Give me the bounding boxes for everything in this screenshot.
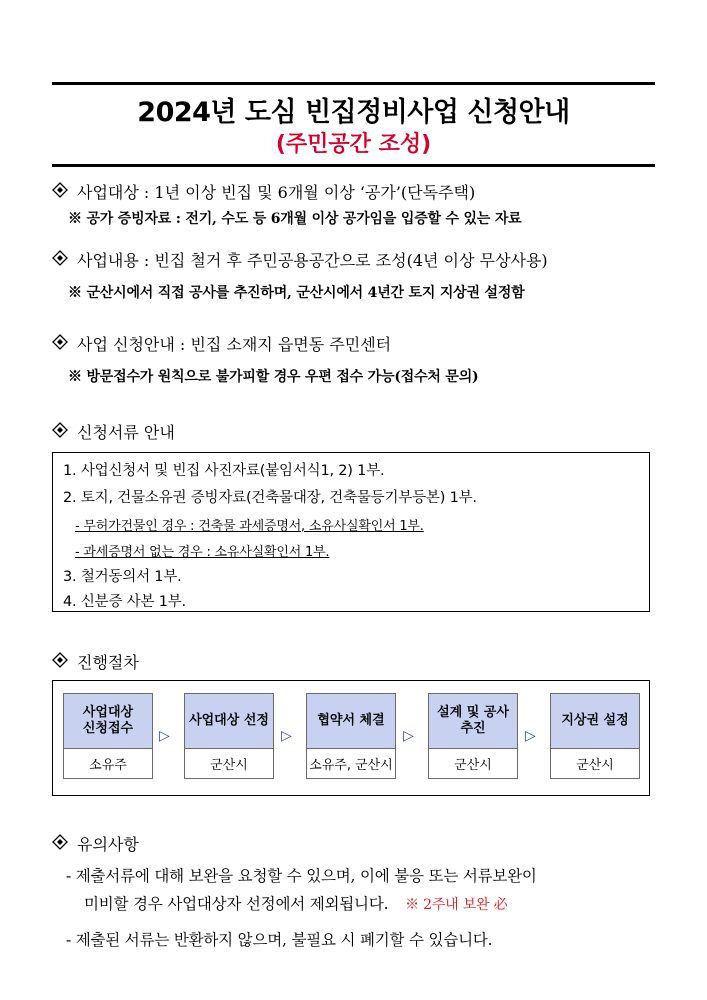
doc-item: 3. 철거동의서 1부. (63, 569, 182, 585)
content-note: ※ 군산시에서 직접 공사를 추진하며, 군산시에서 4년간 토지 지상권 설정함 (68, 285, 525, 301)
process-step (306, 693, 396, 779)
doc-item: 1. 사업신청서 및 빈집 사진자료(붙임서식1, 2) 1부. (63, 463, 385, 479)
section-content (52, 248, 548, 271)
apply-note: ※ 방문접수가 원칙으로 불가피할 경우 우편 접수 가능(접수처 문의) (68, 369, 479, 385)
section-target (52, 180, 475, 203)
doc-item: 2. 토지, 건물소유권 증빙자료(건축물대장, 건축물등기부등본) 1부. (63, 490, 477, 506)
page-subtitle: (주민공간 조성) (275, 132, 432, 157)
caution-line-2 (84, 892, 507, 914)
arrow-right-icon: ▷ (159, 728, 170, 744)
caution-heading: 유의사항 (77, 835, 139, 854)
title-rule-top (52, 82, 655, 85)
diamond-bullet-icon (52, 334, 69, 354)
arrow-right-icon: ▷ (525, 728, 536, 744)
process-heading: 진행절차 (77, 653, 139, 672)
process-step-label: 설계 및 공사 추진 (428, 693, 518, 749)
doc-sub-item: - 무허가건물인 경우 : 건축물 과세증명서, 소유사실확인서 1부. (75, 519, 424, 534)
diamond-bullet-icon (52, 652, 69, 672)
diamond-bullet-icon (52, 250, 69, 270)
process-step-label: 사업대상 신청접수 (63, 693, 153, 749)
caution-line-3: - 제출된 서류는 반환하지 않으며, 불필요 시 폐기할 수 있습니다. (66, 931, 493, 949)
docs-box (52, 452, 650, 612)
doc-sub-item: - 과세증명서 없는 경우 : 소유사실확인서 1부. (75, 545, 330, 560)
process-step (184, 693, 274, 779)
process-step-actor: 소유주 (63, 749, 153, 779)
section-apply (52, 332, 391, 355)
diamond-bullet-icon (52, 182, 69, 202)
process-step-label: 협약서 체결 (306, 693, 396, 749)
docs-heading: 신청서류 안내 (77, 423, 175, 442)
content-text: 사업내용 : 빈집 철거 후 주민공용공간으로 조성(4년 이상 무상사용) (77, 251, 548, 270)
arrow-right-icon: ▷ (403, 728, 414, 744)
process-step-actor: 소유주, 군산시 (306, 749, 396, 779)
process-step (428, 693, 518, 779)
target-text: 사업대상 : 1년 이상 빈집 및 6개월 이상 ‘공가’(단독주택) (77, 183, 476, 202)
target-note: ※ 공가 증빙자료 : 전기, 수도 등 6개월 이상 공가임을 입증할 수 있는 자료 (68, 211, 522, 227)
process-step-actor: 군산시 (550, 749, 640, 779)
section-caution-heading (52, 832, 139, 855)
process-step-actor: 군산시 (184, 749, 274, 779)
doc-item: 4. 신분증 사본 1부. (63, 594, 186, 610)
process-step (63, 693, 153, 779)
caution-deadline-note: ※ 2주내 보완 必 (405, 897, 508, 913)
process-step (550, 693, 640, 779)
diamond-bullet-icon (52, 422, 69, 442)
caution-line-2-text: 미비할 경우 사업대상자 선정에서 제외됩니다. (84, 895, 389, 913)
section-docs-heading (52, 420, 175, 443)
apply-text: 사업 신청안내 : 빈집 소재지 읍면동 주민센터 (77, 335, 392, 354)
process-flow (52, 680, 650, 796)
diamond-bullet-icon (52, 834, 69, 854)
arrow-right-icon: ▷ (281, 728, 292, 744)
title-rule-bottom (52, 164, 655, 167)
process-step-label: 지상권 설정 (550, 693, 640, 749)
section-process-heading (52, 650, 139, 673)
process-step-actor: 군산시 (428, 749, 518, 779)
caution-line-1: - 제출서류에 대해 보완을 요청할 수 있으며, 이에 불응 또는 서류보완이 (66, 867, 537, 885)
process-step-label: 사업대상 선정 (184, 693, 274, 749)
page-title: 2024년 도심 빈집정비사업 신청안내 (137, 97, 570, 128)
